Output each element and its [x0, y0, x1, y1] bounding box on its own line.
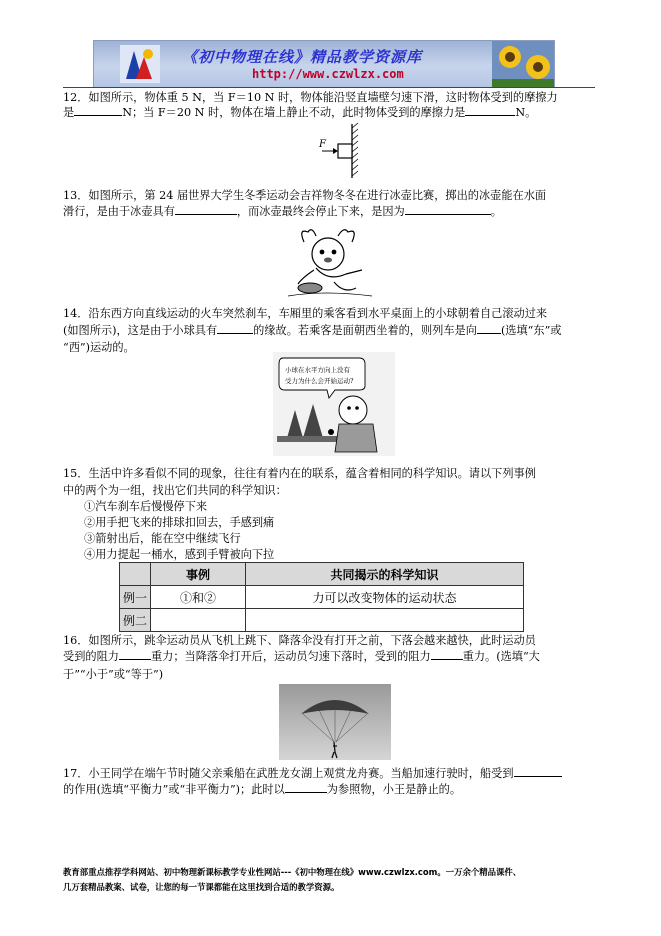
q16-line2: 受到的阻力 重力；当降落伞打开后，运动员匀速下落时，受到的阻力 重力。(选填“大 [63, 650, 540, 663]
q15-table [119, 562, 524, 632]
q15-line2: 中的两个为一组，找出它们共同的科学知识： [63, 484, 287, 497]
q12-line1: 12．如图所示，物体重 5 N，当 F＝10 N 时，物体能沿竖直墙壁匀速下滑，这时物体受到的摩擦力 [63, 91, 558, 104]
table-row [120, 609, 524, 632]
site-url[interactable]: http://www.czwlzx.com [252, 67, 404, 81]
q13-line1: 13．如图所示，第 24 届世界大学生冬季运动会吉祥物冬冬在进行冰壶比赛，掷出的冰壶能在水面 [63, 189, 547, 202]
q17-line1: 17．小王同学在端午节时随父亲乘船在武胜龙女湖上观赏龙舟赛。当船加速行驶时，船受到 [63, 765, 598, 783]
q17-blank-1[interactable] [514, 765, 562, 777]
footer-line-1: 教育部重点推荐学科网站、初中物理新课标教学专业性网站---《初中物理在线》www.czwlzx.com。一万余个精品课件、 [63, 867, 522, 877]
footer-line-2: 几万套精品教案、试卷，让您的每一节课都能在这里找到合适的教学资源。 [63, 882, 340, 892]
q14-train-ball-figure [273, 352, 395, 456]
q17-blank-2[interactable] [285, 781, 327, 793]
q13-line2: 滑行，是由于冰壶具有 ，而冰壶最终会停止下来，是因为 。 [63, 205, 502, 218]
table-cell: 例一 [120, 586, 151, 609]
table-cell: 例二 [120, 609, 151, 632]
q14-speech-bubble: 小球在水平方向上没有受力为什么会开始运动? [285, 366, 354, 385]
q16-blank-2[interactable] [431, 648, 463, 660]
q12-blank-1[interactable] [74, 104, 122, 116]
q12-blank-2[interactable] [465, 104, 515, 116]
q16-parachute-photo [279, 684, 391, 760]
header-rule [63, 87, 595, 88]
q12-line2: 是 N；当 F＝20 N 时，物体在墙上静止不动，此时物体受到的摩擦力是 N。 [63, 106, 537, 119]
table-answer-cell[interactable] [151, 609, 246, 632]
table-header-cell [120, 563, 151, 586]
q15-line1: 15．生活中许多看似不同的现象，往往有着内在的联系，蕴含着相同的科学知识。请以下列事例 [63, 467, 536, 480]
table-row [120, 586, 524, 609]
site-logo-icon [120, 45, 160, 83]
table-header-cell: 事例 [151, 563, 246, 586]
q14-line3: “西”)运动的。 [63, 341, 135, 354]
q17-line2: 的作用(选填“平衡力”或“非平衡力”)；此时以 为参照物，小王是静止的。 [63, 783, 462, 796]
table-header-cell: 共同揭示的科学知识 [246, 563, 524, 586]
q14-blank-1[interactable] [217, 322, 253, 334]
table-cell: 力可以改变物体的运动状态 [246, 586, 524, 609]
q16-line3: 于”“小于”或“等于”) [63, 668, 164, 681]
header-banner [93, 40, 555, 88]
q15-item-1: ①汽车刹车后慢慢停下来 [84, 500, 208, 513]
q16-line1: 16．如图所示，跳伞运动员从飞机上跳下、降落伞没有打开之前，下落会越来越快，此时运动员 [63, 634, 536, 647]
q12-wall-block-figure [318, 122, 360, 180]
q14-line1: 14．沿东西方向直线运动的火车突然刹车，车厢里的乘客看到水平桌面上的小球朝着自己滚动过来 [63, 307, 548, 320]
page-footer [63, 865, 603, 895]
sunflower-icon [492, 41, 554, 87]
q16-blank-1[interactable] [119, 648, 151, 660]
site-title: 《初中物理在线》精品教学资源库 [182, 48, 423, 66]
table-cell: ①和② [151, 586, 246, 609]
q12-force-label: F [319, 139, 326, 150]
q13-blank-1[interactable] [175, 203, 237, 215]
q15-item-2: ②用手把飞来的排球扣回去，手感到痛 [84, 516, 275, 529]
q15-item-3: ③箭射出后，能在空中继续飞行 [84, 532, 241, 545]
table-header-row [120, 563, 524, 586]
q15-item-4: ④用力提起一桶水，感到手臂被向下拉 [84, 548, 275, 561]
q13-mascot-curling-figure [284, 224, 376, 300]
q13-blank-2[interactable] [405, 203, 491, 215]
q14-line2: (如图所示)，这是由于小球具有 的缘故。若乘客是面朝西坐着的，则列车是向 (选填“东”或 [63, 324, 562, 337]
q14-blank-2[interactable] [477, 322, 501, 334]
table-answer-cell[interactable] [246, 609, 524, 632]
